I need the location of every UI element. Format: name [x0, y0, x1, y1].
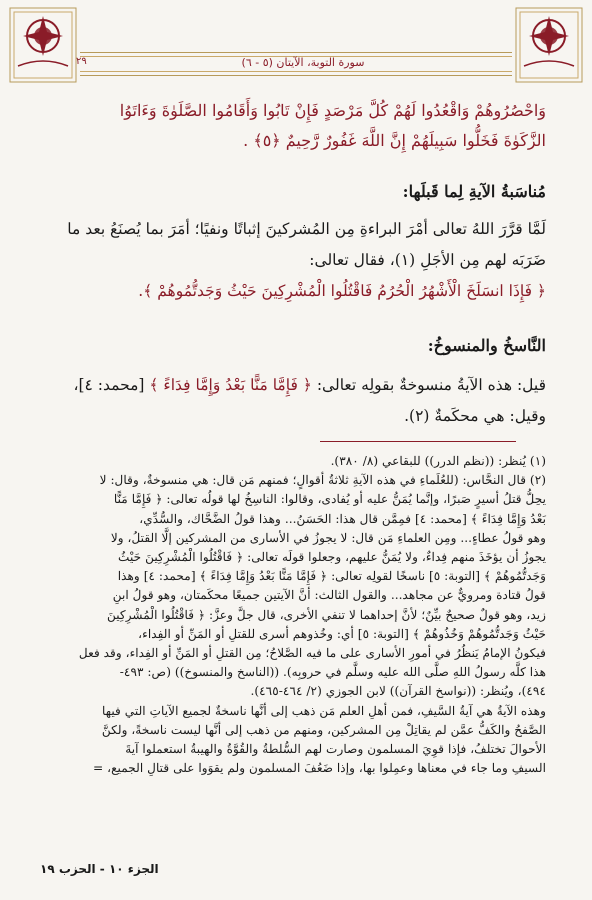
footnote-line: (١) يُنظر: ((نظم الدرر)) للبقاعي (٨/ ٣٨٠).	[330, 454, 546, 468]
paragraph-line	[46, 370, 546, 401]
footnote-line: وهذه الآيةُ هي آيةُ السَّيفِ، فمن أهلِ العلم مَن ذهب إلى أنَّها ناسخةٌ لجميع الآياتِ التي فيها	[102, 703, 546, 718]
footnote-line: السيفِ وما جاء في معناها وعمِلوا بها، وإذا ضَعُفَ المسلمون ولم يقوَوا على قتالِ الجميع، =	[93, 761, 546, 776]
footnote-line: (٢) قال النحَّاس: (للعُلَماءِ في هذه الآيةِ ثلاثةُ أقوالٍ؛ فمنهم مَن قال: هي منسوخةٌ، وقال: لا	[99, 473, 546, 488]
page-header	[8, 6, 584, 84]
text-span: قيل: هذه الآيةُ منسوخةٌ بقولِه تعالى:	[316, 376, 546, 394]
quoted-verse: ﴿ فَإِذَا انسَلَخَ الْأَشْهُرُ الْحُرُمُ فَاقْتُلُوا الْمُشْرِكِينَ حَيْثُ وَجَدتُّمُوهُمْ ﴾.	[138, 282, 546, 300]
ornament-corner-right	[514, 6, 584, 84]
citation: [محمد: ٤]،	[73, 376, 145, 394]
paragraph	[46, 214, 546, 307]
footnote-line: وهو قولُ عطاءٍ... ومِن العلماءِ مَن قال: لا يجوزُ في الأسارى من المشركين إلَّا القتلُ، ولا	[110, 530, 546, 545]
quoted-verse: ﴿ فَإِمَّا مَنًّا بَعْدُ وَإِمَّا فِدَاءً ﴾	[149, 376, 312, 394]
footnote-line: الصَّفحُ والكَفُّ عمَّن لم يقاتِلْ مِن المشركين، ومنهم من ذهب إلى أنَّها ليست ناسخةً، ولكنَّ	[101, 722, 546, 737]
ornament-corner-left	[8, 6, 78, 84]
verse-line: وَاحْصُرُوهُمْ وَاقْعُدُوا لَهُمْ كُلَّ مَرْصَدٍ فَإِنْ تَابُوا وَأَقَامُوا الصَّلَوٰةَ وَءَاتَوُا	[119, 101, 546, 120]
footnote-line: قولُ قتادة ومرويٌّ عن مجاهد... والقول الثالث: أنَّ الآيتين جميعًا محكَمتان، وهو قولُ ابنِ	[112, 588, 546, 603]
footnote-line: يجوزُ أن يؤخَذَ منهم فِداءٌ، ولا يُمَنُّ عليهم، وجعلوا قولَه تعالى: ﴿ فَاقْتُلُوا الْمُشْرِكِينَ حَيْثُ	[118, 550, 546, 565]
surah-title: سورة التوبة، الآيتان (٥ - ٦)	[241, 56, 365, 69]
footnote-separator	[320, 441, 516, 442]
footnote-line: بَعْدُ وَإِمَّا فِدَاءً ﴾ [محمد: ٤] فمِمَّن قال هذا: الحَسَنُ... وهذا قولُ الضَّحَّاك، والسُّدِّي،	[139, 511, 546, 526]
paragraph-line: ضَرَبَه لهم مِن الأجَلِ (١)، فقال تعالى:	[309, 251, 546, 269]
paragraph	[46, 370, 546, 432]
paragraph-line: وقيل: هي محكَمةٌ (٢).	[404, 407, 546, 425]
footnotes	[46, 452, 546, 778]
section-heading: مُناسَبةُ الآيةِ لِما قَبلَها:	[402, 182, 546, 201]
page-number: ٢٩	[76, 56, 87, 67]
footnote-line: ٤٩٤)، ويُنظر: ((نواسخ القرآن)) لابن الجوزي (٢/ ٤٦٤-٤٦٥).	[250, 684, 546, 699]
paragraph-line: لَمَّا قرَّرَ اللهُ تعالى أمْرَ البراءةِ مِن المُشركينَ إثباتًا ونفيًا؛ أمَرَ بما يُصنَعُ بعد ما	[67, 220, 546, 238]
footnote-line: حَيْثُ وَجَدتُّمُوهُمْ وَخُذُوهُمْ ﴾ [التوبة: ٥] أي: وخُذوهم أسرى للقتلِ أو المَنِّ أو الفِداء،	[138, 626, 546, 641]
footnote-line: وَجَدتُّمُوهُمْ ﴾ [التوبة: ٥] ناسخًا لقولِه تعالى: ﴿ فَإِمَّا مَنًّا بَعْدُ وَإِمَّا فِدَاءً ﴾ [محمد: ٤] وهذا	[117, 569, 546, 584]
verse-line: الزَّكَوٰةَ فَخَلُّوا سَبِيلَهُمْ إِنَّ اللَّهَ غَفُورٌ رَّحِيمٌ ﴿٥﴾ .	[243, 131, 546, 150]
page-footer: الجزء ١٠ - الحزب ١٩	[40, 862, 159, 876]
footnote-line: هذا كلَّه رسولُ اللهِ صلَّى الله عليه وسلَّم في حروبِه). ((الناسخ والمنسوخ)) (ص: ٤٩٣-	[119, 665, 546, 680]
footnote-line: يحِلُّ قتلُ أسيرٍ صَبرًا، وإنَّما يُمَنُّ عليه أو يُفادى، وقالوا: الناسِخُ لها قولُه تعالى: ﴿ فَإِمَّا مَنًّا	[113, 492, 546, 507]
verse-block	[46, 96, 546, 156]
section-heading: النَّاسخُ والمنسوخُ:	[427, 336, 546, 355]
footnote-line: فيكونُ الإمامُ يَنظُرُ في أمورِ الأسارى على ما فيه الصَّلاحُ؛ مِن القتلِ أو المَنِّ أو الفِداء، وقد فعل	[78, 646, 546, 661]
footnote-line: الأحوالَ تختلفُ، فإذا قوِيَ المسلمون وصارت لهم السُّلطةُ والقُوَّةُ والهيبةُ استعملوا آيةَ	[125, 742, 546, 757]
footnote-line: زيد، وهو قولٌ صحيحٌ بيِّنٌ؛ لأنَّ إحداهما لا تنفي الأخرى، قال جلَّ وعزَّ: ﴿ فَاقْتُلُوا الْمُشْرِكِينَ	[106, 607, 546, 622]
